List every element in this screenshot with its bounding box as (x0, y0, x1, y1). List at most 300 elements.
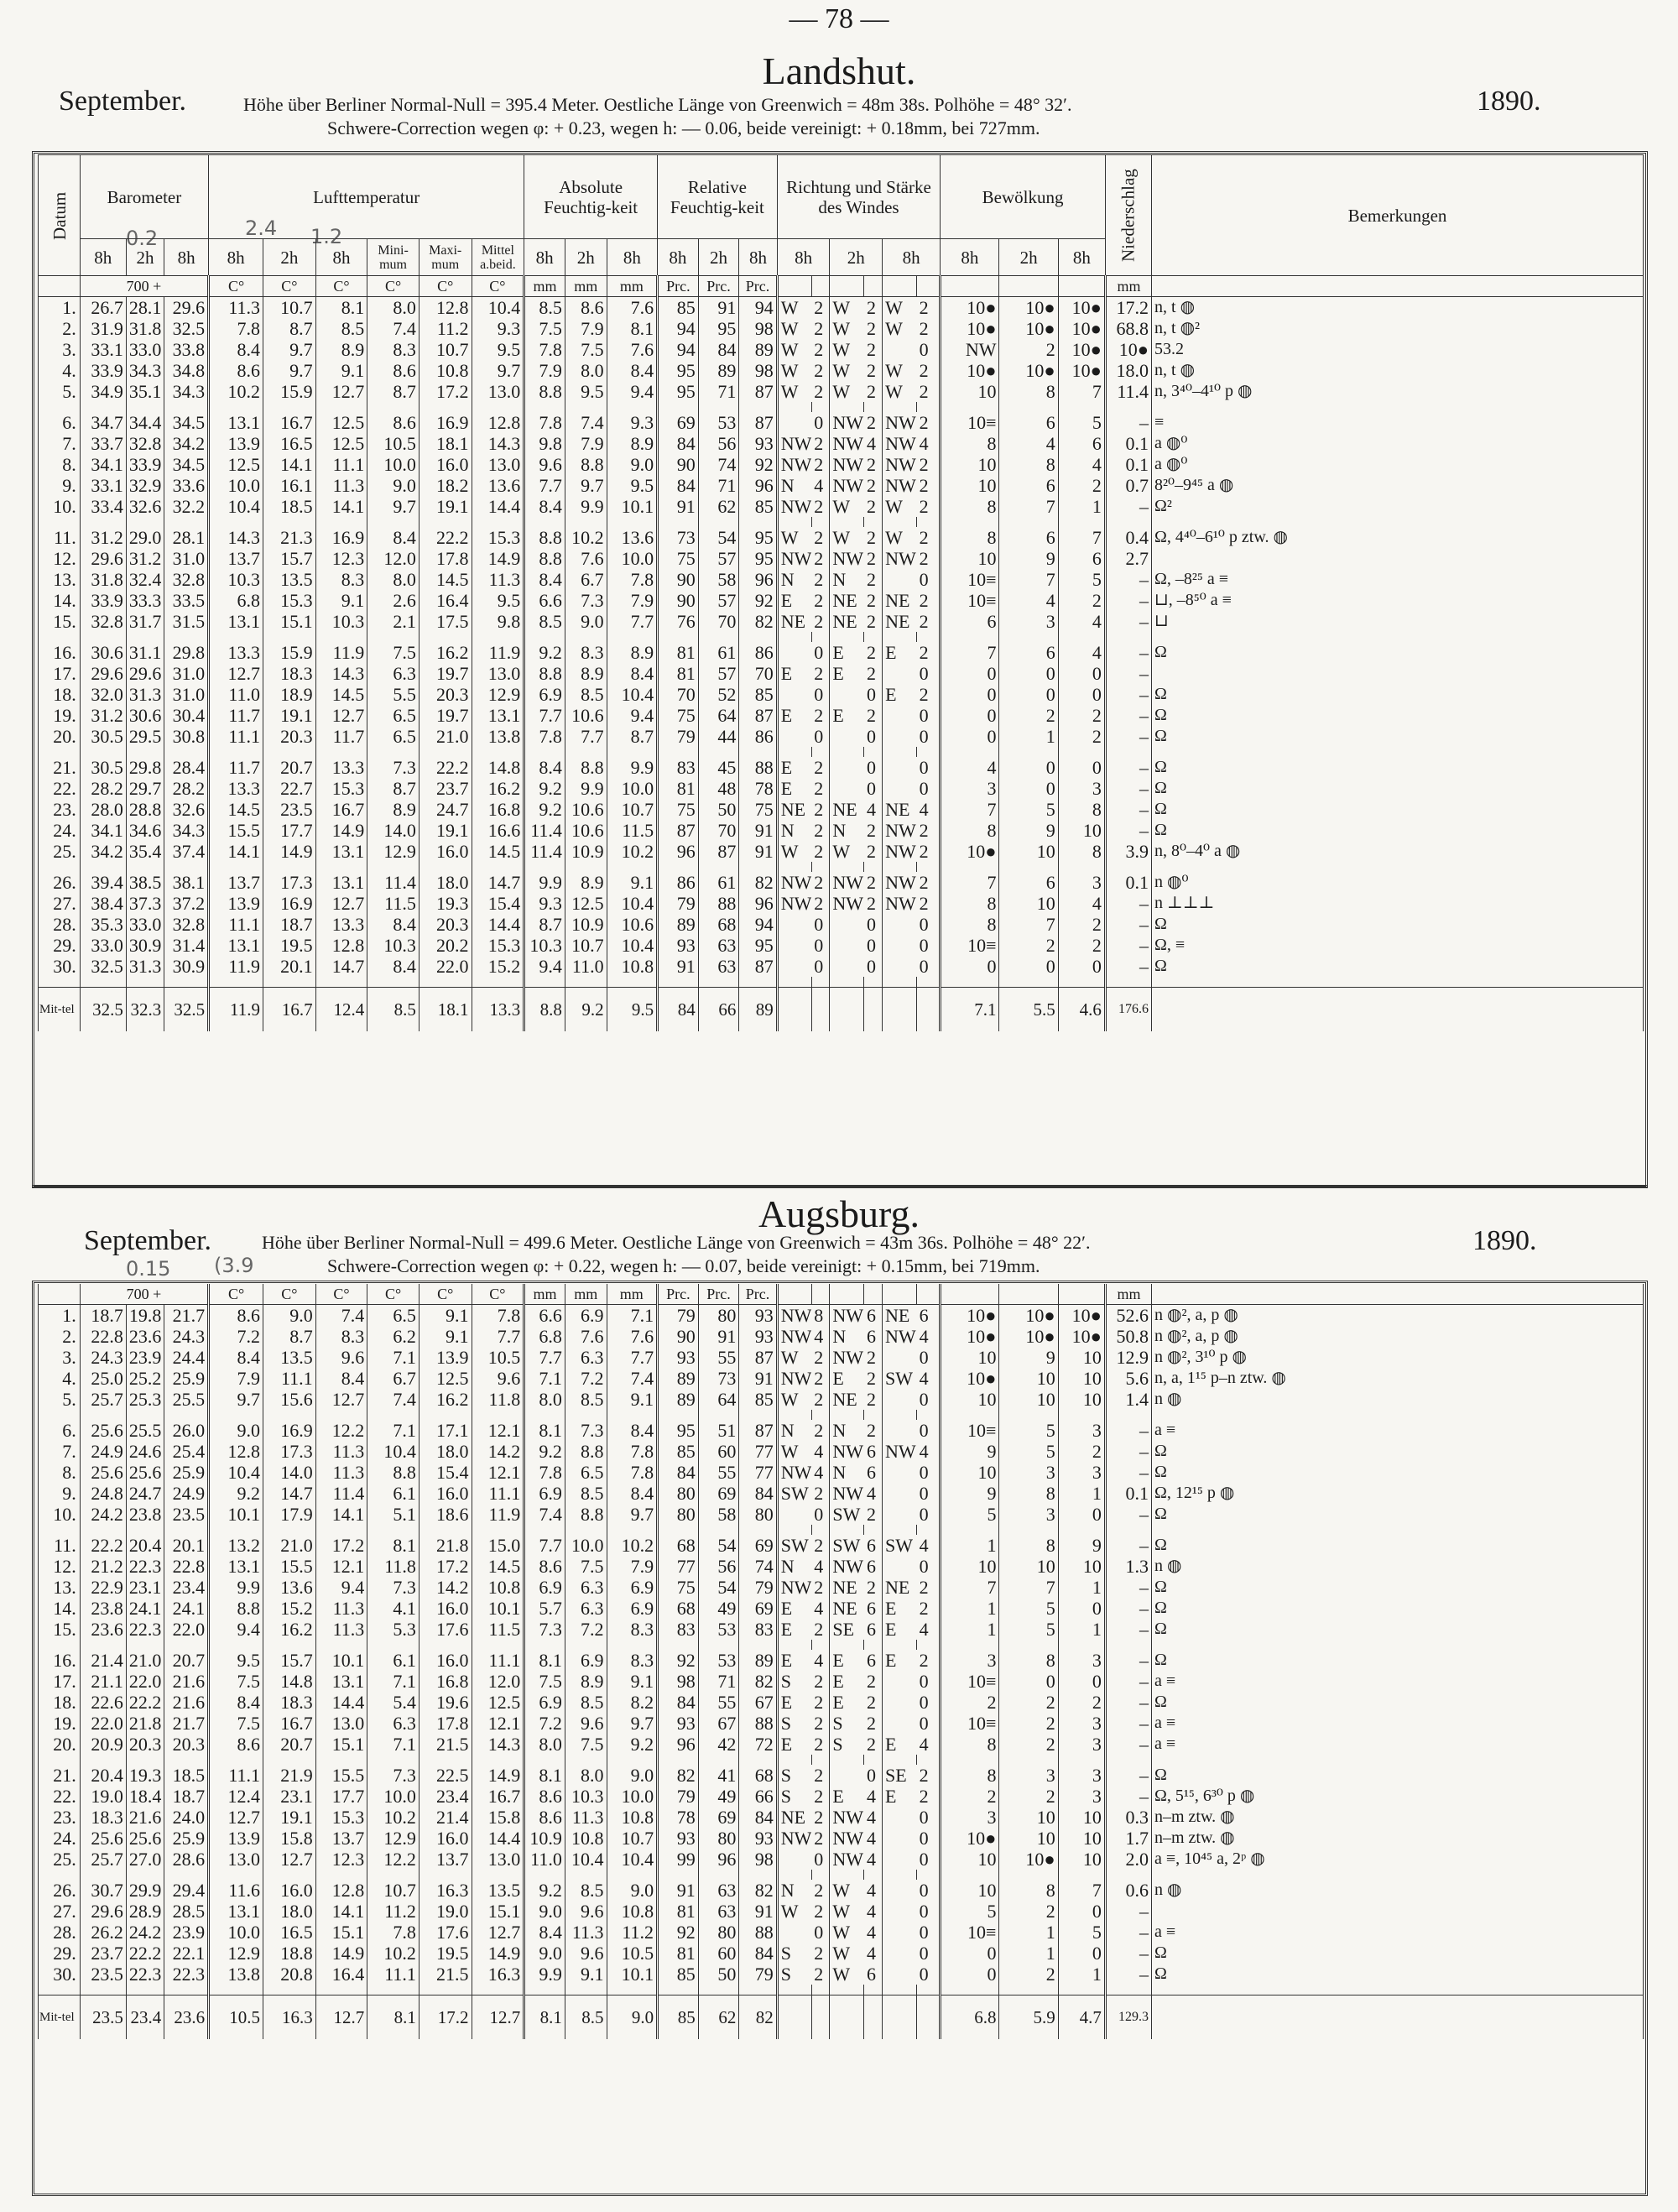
cloud-8h-cell: 10 (941, 381, 999, 402)
temp-min-cell: 7.1 (367, 1420, 420, 1441)
temp-8h-evening-cell: 15.3 (315, 1807, 367, 1828)
temp-max-cell: 20.2 (419, 935, 472, 956)
wind-2h-force-cell: 2 (864, 1347, 883, 1368)
table-row (39, 548, 1644, 569)
wind-8h-evening-force-cell: 2 (917, 548, 941, 569)
cloud-8h-evening-cell: 0 (1058, 757, 1105, 778)
cloud-2h-cell: 2 (999, 1734, 1058, 1755)
table-row (39, 799, 1644, 820)
gap-cell (777, 1525, 811, 1535)
wind-8h-evening-dir-cell (883, 1964, 917, 1985)
gap-cell (941, 1870, 999, 1880)
wind-2h-force-cell: 4 (864, 1786, 883, 1807)
rel-2h-cell: 48 (698, 778, 739, 799)
temp-8h-evening-cell: 11.3 (315, 1619, 367, 1640)
temp-8h-cell: 7.2 (209, 1326, 263, 1347)
bar-8h-cell: 34.9 (80, 381, 126, 402)
bar-2h-mean: 32.3 (126, 988, 164, 1032)
gap-cell (999, 632, 1058, 642)
temp-max-cell: 12.8 (419, 297, 472, 319)
bar-8h-cell: 34.7 (80, 412, 126, 433)
temp-8h-evening-cell: 7.4 (315, 1305, 367, 1327)
bar-8h-cell: 32.0 (80, 684, 126, 705)
unit-cell: C° (209, 1284, 263, 1305)
rel-8h-evening-cell: 79 (739, 1964, 777, 1985)
cloud-2h-cell: 2 (999, 339, 1058, 360)
precipitation-cell: – (1105, 1671, 1151, 1692)
bar-2h-cell: 24.1 (126, 1598, 164, 1619)
temp-mittel-cell: 11.3 (472, 569, 524, 590)
remarks-cell: ≡ (1152, 412, 1644, 433)
gap-cell (164, 1525, 209, 1535)
gap-cell (999, 1640, 1058, 1650)
temp-8h-cell: 12.7 (209, 1807, 263, 1828)
temp-8h-evening-cell: 13.3 (315, 757, 367, 778)
wind-8h-dir-cell (777, 914, 811, 935)
gap-cell (367, 747, 420, 757)
temp-2h-cell: 18.3 (263, 1692, 316, 1713)
temp-mittel-cell: 14.5 (472, 841, 524, 862)
abs-2h-cell: 10.6 (565, 799, 607, 820)
table-row (39, 381, 1644, 402)
wind-8h-force-cell: 2 (811, 590, 830, 611)
unit-cell: C° (419, 1284, 472, 1305)
temp-8h-cell: 10.4 (209, 1462, 263, 1483)
cloud-2h-cell: 8 (999, 1535, 1058, 1556)
temp-mittel-cell: 15.1 (472, 1901, 524, 1922)
temp-mittel-cell: 9.5 (472, 339, 524, 360)
temp-max-cell: 16.0 (419, 841, 472, 862)
temp-min-cell: 8.4 (367, 914, 420, 935)
day-cell: 16. (39, 1650, 81, 1671)
temp-mittel-cell: 14.4 (472, 1828, 524, 1849)
table-row (39, 1389, 1644, 1410)
rel-2h-cell: 96 (698, 1849, 739, 1870)
wind-2h-force-cell: 6 (864, 1326, 883, 1347)
temp-max-cell: 19.1 (419, 820, 472, 841)
temp-2h-cell: 18.9 (263, 684, 316, 705)
gap-cell (864, 747, 883, 757)
precipitation-cell: – (1105, 1462, 1151, 1483)
gap-cell (999, 977, 1058, 988)
cloud-8h-evening-cell: 10 (1058, 1347, 1105, 1368)
cloud-8h-evening-cell: 3 (1058, 872, 1105, 893)
abs-8h-cell: 10.3 (524, 935, 565, 956)
header-wind: Richtung und Stärke des Windes (777, 155, 941, 239)
bar-2h-cell: 28.9 (126, 1901, 164, 1922)
cloud-2h-cell: 5 (999, 1598, 1058, 1619)
bar-2h-cell: 23.9 (126, 1347, 164, 1368)
abs-8h-cell: 7.8 (524, 339, 565, 360)
temp-8h-evening-cell: 8.9 (315, 339, 367, 360)
day-cell: 21. (39, 757, 81, 778)
wind-8h-evening-force-cell: 0 (917, 1828, 941, 1849)
temp-8h-cell: 7.9 (209, 1368, 263, 1389)
gap-cell (126, 517, 164, 527)
bar-8h-evening-cell: 18.7 (164, 1786, 209, 1807)
temp-8h-cell: 13.0 (209, 1849, 263, 1870)
gap-cell (263, 747, 316, 757)
temp-mittel-cell: 13.0 (472, 663, 524, 684)
rel-2h-cell: 54 (698, 1535, 739, 1556)
wind-8h-dir-cell: E (777, 1650, 811, 1671)
abs-2h-cell: 9.9 (565, 496, 607, 517)
abs-2h-cell: 8.9 (565, 872, 607, 893)
temp-8h-cell: 11.1 (209, 914, 263, 935)
abs-2h-cell: 9.1 (565, 1964, 607, 1985)
cloud-2h-cell: 10 (999, 1368, 1058, 1389)
temp-8h-evening-cell: 9.1 (315, 590, 367, 611)
bar-8h-evening-cell: 26.0 (164, 1420, 209, 1441)
wind-8h-evening-dir-cell (883, 1504, 917, 1525)
gap-cell (1105, 1525, 1151, 1535)
day-cell: 26. (39, 1880, 81, 1901)
gap-cell (1058, 517, 1105, 527)
wind-2h-force-cell: 2 (864, 1692, 883, 1713)
temp-min-cell: 12.9 (367, 841, 420, 862)
abs-8h-cell: 9.4 (524, 956, 565, 977)
day-cell: 24. (39, 820, 81, 841)
wind-8h-evening-force-cell: 2 (917, 820, 941, 841)
temp-max-cell: 21.4 (419, 1807, 472, 1828)
precipitation-cell: 18.0 (1105, 360, 1151, 381)
abs-2h-cell: 9.9 (565, 778, 607, 799)
gap-cell (524, 1870, 565, 1880)
gap-cell (164, 747, 209, 757)
temp-2h-cell: 17.9 (263, 1504, 316, 1525)
wind-2h-dir-cell: W (830, 841, 864, 862)
wind-8h-force-cell: 2 (811, 841, 830, 862)
temp-8h-evening-cell: 14.3 (315, 663, 367, 684)
rel-8h-evening-cell: 87 (739, 956, 777, 977)
cloud-8h-evening-mean: 4.7 (1058, 1995, 1105, 2040)
day-cell: 25. (39, 841, 81, 862)
header-datum: Datum (39, 155, 81, 276)
wind-8h-evening-force-cell: 2 (917, 841, 941, 862)
rel-2h-cell: 69 (698, 1807, 739, 1828)
day-cell: 20. (39, 1734, 81, 1755)
day-cell: 13. (39, 1577, 81, 1598)
abs-8h-cell: 9.2 (524, 778, 565, 799)
wind-2h-dir-cell (830, 757, 864, 778)
temp-max-cell: 10.7 (419, 339, 472, 360)
gap-cell (864, 1985, 883, 1995)
wind-2h-dir-cell: NW (830, 475, 864, 496)
wind-2h-dir-cell: N (830, 569, 864, 590)
gap-cell (658, 402, 699, 412)
remarks-cell: n, t ◍ (1152, 360, 1644, 381)
rel-8h-cell: 79 (658, 1305, 699, 1327)
rel-2h-mean: 62 (698, 1995, 739, 2040)
temp-8h-cell: 13.3 (209, 778, 263, 799)
rel-8h-cell: 95 (658, 1420, 699, 1441)
cloud-8h-cell: 10● (941, 360, 999, 381)
wind-8h-dir-cell: NW (777, 1368, 811, 1389)
wind-8h-evening-force-cell: 0 (917, 757, 941, 778)
table-row (39, 1326, 1644, 1347)
gap-cell (1058, 402, 1105, 412)
bar-2h-cell: 34.6 (126, 820, 164, 841)
rel-8h-cell: 90 (658, 569, 699, 590)
header-bemerkungen: Bemerkungen (1152, 155, 1644, 276)
wind-2h-force-cell: 2 (864, 841, 883, 862)
bar-2h-cell: 30.9 (126, 935, 164, 956)
gap-cell (698, 1755, 739, 1765)
wind-8h-evening-dir-cell (883, 1389, 917, 1410)
temp-mittel-cell: 13.1 (472, 705, 524, 726)
wind-8h-dir-cell: W (777, 1347, 811, 1368)
header-abs-2h: 2h (565, 239, 607, 276)
abs-2h-cell: 11.3 (565, 1807, 607, 1828)
rel-8h-evening-cell: 91 (739, 820, 777, 841)
bar-8h-evening-cell: 33.8 (164, 339, 209, 360)
abs-8h-cell: 8.1 (524, 1650, 565, 1671)
wind-8h-evening-dir-cell: E (883, 642, 917, 663)
temp-mittel-cell: 12.7 (472, 1922, 524, 1943)
gap-cell (658, 517, 699, 527)
remarks-cell: Ω (1152, 726, 1644, 747)
abs-2h-cell: 8.5 (565, 684, 607, 705)
bar-2h-cell: 29.7 (126, 778, 164, 799)
abs-2h-cell: 7.3 (565, 590, 607, 611)
wind-8h-force-cell: 2 (811, 1765, 830, 1786)
abs-8h-evening-cell: 10.5 (607, 1943, 658, 1964)
table-row (39, 1305, 1644, 1327)
gap-cell (209, 1525, 263, 1535)
remarks-cell: a ◍⁰ (1152, 454, 1644, 475)
abs-8h-evening-cell: 7.9 (607, 1556, 658, 1577)
rel-8h-evening-mean: 82 (739, 1995, 777, 2040)
abs-2h-cell: 6.5 (565, 1462, 607, 1483)
bar-8h-cell: 21.2 (80, 1556, 126, 1577)
bar-8h-evening-cell: 37.2 (164, 893, 209, 914)
temp-mittel-cell: 12.0 (472, 1671, 524, 1692)
wind-8h-evening-dir-cell (883, 1713, 917, 1734)
gap-cell (883, 1870, 917, 1880)
precipitation-cell: 12.9 (1105, 1347, 1151, 1368)
precipitation-cell: – (1105, 914, 1151, 935)
bar-8h-cell: 24.2 (80, 1504, 126, 1525)
bar-2h-cell: 23.8 (126, 1504, 164, 1525)
temp-8h-cell: 9.5 (209, 1650, 263, 1671)
rel-8h-evening-mean: 89 (739, 988, 777, 1032)
wind-8h-evening-dir-cell (883, 1347, 917, 1368)
cloud-2h-mean: 5.5 (999, 988, 1058, 1032)
temp-2h-cell: 15.3 (263, 590, 316, 611)
units-row (39, 1284, 1644, 1305)
temp-2h-cell: 15.8 (263, 1828, 316, 1849)
bar-8h-evening-cell: 23.4 (164, 1577, 209, 1598)
temp-min-cell: 10.0 (367, 454, 420, 475)
temp-max-cell: 16.3 (419, 1880, 472, 1901)
temp-8h-cell: 8.6 (209, 1305, 263, 1327)
cloud-8h-cell: 8 (941, 527, 999, 548)
temp-mittel-cell: 15.0 (472, 1535, 524, 1556)
gap-cell (883, 977, 917, 988)
abs-8h-evening-cell: 9.7 (607, 1713, 658, 1734)
gap-cell (607, 632, 658, 642)
temp-8h-cell: 12.7 (209, 663, 263, 684)
gap-cell (263, 1870, 316, 1880)
gap-cell (126, 1640, 164, 1650)
temp-8h-cell: 8.8 (209, 1598, 263, 1619)
cloud-2h-cell: 5 (999, 799, 1058, 820)
wind-2h-force-cell: 4 (864, 1922, 883, 1943)
cloud-8h-evening-cell: 3 (1058, 1786, 1105, 1807)
cloud-8h-cell: 8 (941, 1734, 999, 1755)
temp-2h-cell: 20.1 (263, 956, 316, 977)
wind-8h-evening-force-cell: 0 (917, 1922, 941, 1943)
wind-8h-dir-cell (777, 726, 811, 747)
abs-8h-cell: 7.8 (524, 412, 565, 433)
cloud-8h-evening-cell: 3 (1058, 778, 1105, 799)
abs-8h-cell: 8.8 (524, 527, 565, 548)
cloud-8h-evening-cell: 2 (1058, 935, 1105, 956)
gap-cell (658, 747, 699, 757)
abs-8h-evening-cell: 9.1 (607, 1389, 658, 1410)
gap-cell (658, 1410, 699, 1420)
gap-cell (315, 1755, 367, 1765)
rel-2h-cell: 62 (698, 496, 739, 517)
wind-2h-force-cell: 2 (864, 318, 883, 339)
abs-8h-evening-cell: 8.3 (607, 1650, 658, 1671)
cloud-8h-cell: 10≡ (941, 935, 999, 956)
rel-2h-cell: 70 (698, 820, 739, 841)
temp-mittel-cell: 15.2 (472, 956, 524, 977)
cloud-8h-evening-cell: 10● (1058, 318, 1105, 339)
remarks-cell: Ω (1152, 1619, 1644, 1640)
rel-8h-evening-cell: 92 (739, 590, 777, 611)
bar-8h-evening-cell: 21.7 (164, 1305, 209, 1327)
temp-2h-cell: 15.5 (263, 1556, 316, 1577)
wind-8h-evening-force-cell: 4 (917, 799, 941, 820)
abs-2h-cell: 10.7 (565, 935, 607, 956)
gap-cell (607, 977, 658, 988)
day-cell: 15. (39, 1619, 81, 1640)
cloud-8h-cell: 4 (941, 757, 999, 778)
cloud-2h-cell: 1 (999, 1922, 1058, 1943)
wind-2h-force-cell: 0 (864, 757, 883, 778)
temp-min-cell: 2.1 (367, 611, 420, 632)
wind-8h-dir-cell: E (777, 1598, 811, 1619)
temp-8h-evening-cell: 12.8 (315, 1880, 367, 1901)
wind-2h-dir-cell: NE (830, 799, 864, 820)
remarks-cell: Ω (1152, 1504, 1644, 1525)
wind-8h-evening-dir-cell (883, 663, 917, 684)
bar-8h-cell: 34.2 (80, 841, 126, 862)
precipitation-cell: 5.6 (1105, 1368, 1151, 1389)
wind-2h-dir-cell: SE (830, 1619, 864, 1640)
temp-8h-evening-cell: 13.7 (315, 1828, 367, 1849)
temp-min-cell: 10.3 (367, 935, 420, 956)
temp-mittel-mean: 12.7 (472, 1995, 524, 2040)
gap-cell (941, 517, 999, 527)
wind-8h-evening-force-cell: 2 (917, 590, 941, 611)
cloud-2h-cell: 8 (999, 381, 1058, 402)
rel-8h-cell: 94 (658, 339, 699, 360)
abs-8h-cell: 9.9 (524, 1964, 565, 1985)
gap-cell (698, 977, 739, 988)
cloud-8h-cell: 9 (941, 1441, 999, 1462)
cloud-8h-evening-cell: 1 (1058, 1964, 1105, 1985)
wind-2h-dir-cell: NE (830, 1389, 864, 1410)
bar-8h-cell: 33.4 (80, 496, 126, 517)
table-row (39, 642, 1644, 663)
rel-8h-cell: 77 (658, 1556, 699, 1577)
table-row (39, 663, 1644, 684)
wind-8h-force-cell: 2 (811, 1734, 830, 1755)
wind-2h-force-cell: 2 (864, 705, 883, 726)
bar-2h-cell: 32.6 (126, 496, 164, 517)
temp-2h-cell: 15.7 (263, 548, 316, 569)
temp-8h-evening-cell: 14.5 (315, 684, 367, 705)
temp-min-cell: 6.1 (367, 1483, 420, 1504)
temp-max-cell: 16.9 (419, 412, 472, 433)
cloud-8h-cell: 7 (941, 1577, 999, 1598)
rel-8h-cell: 84 (658, 1462, 699, 1483)
wind-2h-force-cell: 4 (864, 1943, 883, 1964)
wind-8h-evening-force-cell: 0 (917, 935, 941, 956)
gap-cell (607, 1985, 658, 1995)
bar-8h-evening-cell: 24.4 (164, 1347, 209, 1368)
gap-cell (1105, 862, 1151, 872)
gap-cell (698, 1870, 739, 1880)
wind-8h-evening-dir-cell: NW (883, 412, 917, 433)
unit-cell-empty (917, 1284, 941, 1305)
abs-2h-cell: 8.5 (565, 1483, 607, 1504)
row-gap (39, 862, 1644, 872)
bar-2h-cell: 33.0 (126, 914, 164, 935)
day-cell: 27. (39, 893, 81, 914)
gap-cell (830, 977, 864, 988)
remarks-cell: Ω (1152, 1598, 1644, 1619)
cloud-8h-evening-cell: 7 (1058, 381, 1105, 402)
wind-8h-force-cell: 0 (811, 684, 830, 705)
wind-8h-evening-dir-cell (883, 778, 917, 799)
gap-cell (1152, 1985, 1644, 1995)
abs-8h-cell: 7.7 (524, 1347, 565, 1368)
precipitation-cell: – (1105, 1504, 1151, 1525)
cloud-2h-cell: 10● (999, 318, 1058, 339)
table-row (39, 496, 1644, 517)
gap-cell (607, 517, 658, 527)
bar-2h-cell: 24.2 (126, 1922, 164, 1943)
gap-cell (524, 1525, 565, 1535)
gap-cell (209, 747, 263, 757)
wind-8h-evening-force-cell: 2 (917, 1786, 941, 1807)
wind-8h-evening-force-cell: 2 (917, 412, 941, 433)
temp-8h-evening-cell: 8.3 (315, 1326, 367, 1347)
temp-8h-evening-mean: 12.4 (315, 988, 367, 1032)
gap-cell (883, 862, 917, 872)
remarks-cell: Ω, ≡ (1152, 935, 1644, 956)
bar-8h-evening-cell: 30.9 (164, 956, 209, 977)
temp-8h-cell: 10.2 (209, 381, 263, 402)
temp-min-cell: 12.2 (367, 1849, 420, 1870)
gap-cell (39, 1640, 81, 1650)
gap-cell (209, 977, 263, 988)
gap-cell (864, 1410, 883, 1420)
gap-cell (777, 632, 811, 642)
abs-8h-cell: 8.8 (524, 548, 565, 569)
rel-2h-mean: 66 (698, 988, 739, 1032)
wind-8h-dir-cell: NE (777, 799, 811, 820)
abs-8h-mean: 8.8 (524, 988, 565, 1032)
temp-mittel-cell: 12.1 (472, 1462, 524, 1483)
cloud-8h-cell: 10≡ (941, 1713, 999, 1734)
wind-8h-dir-cell: E (777, 590, 811, 611)
gap-cell (472, 1410, 524, 1420)
